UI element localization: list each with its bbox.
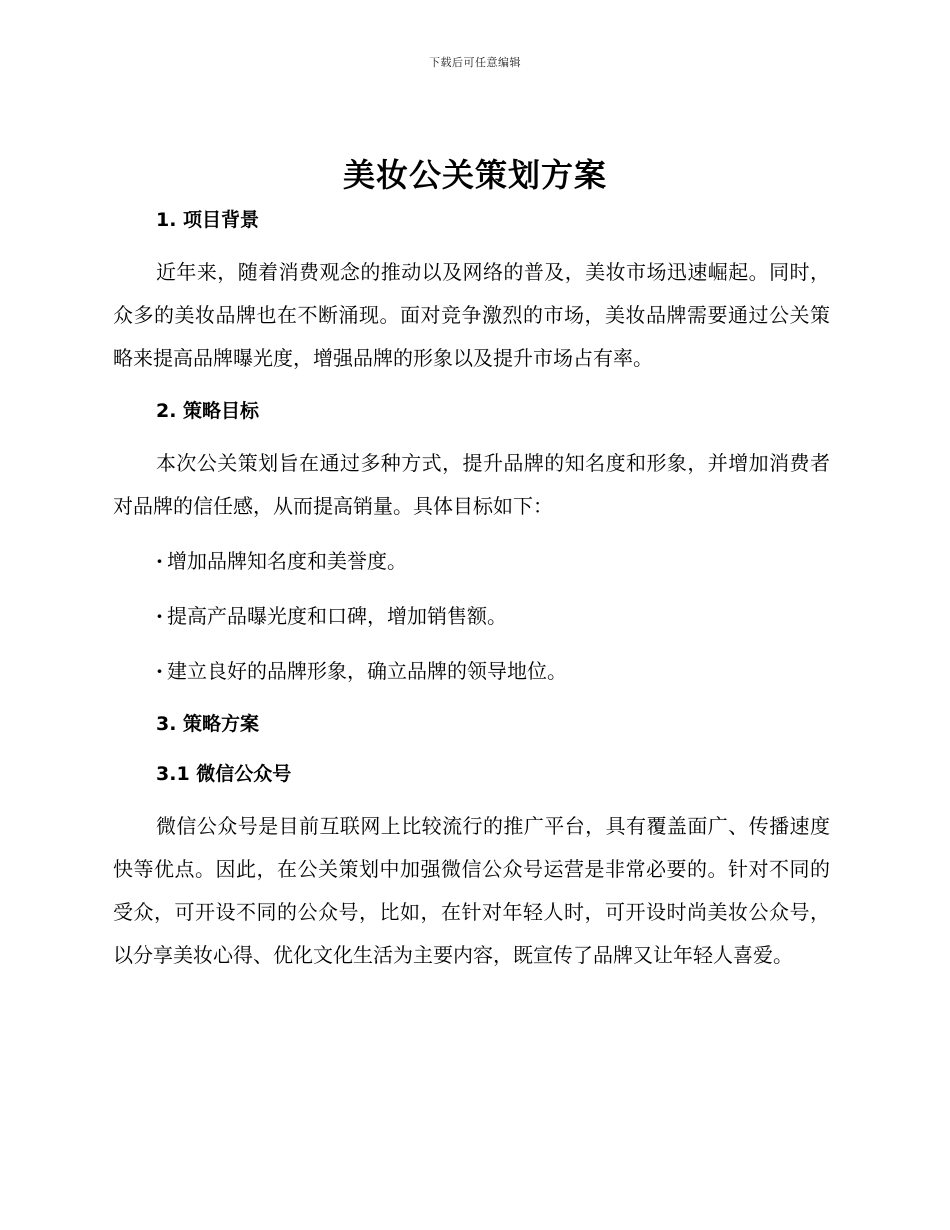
goal-bullet-item <box>113 650 830 693</box>
section-heading-goals: 2. 策略目标 <box>156 400 260 422</box>
section-heading-strategy: 3. 策略方案 <box>156 713 260 735</box>
paragraph-goals: 本次公关策划旨在通过多种方式，提升品牌的知名度和形象，并增加消费者对品牌的信任感，从而提高销量。具体目标如下： <box>113 451 830 518</box>
bullet-marker: · <box>156 659 163 683</box>
goal-bullet-item <box>113 540 830 583</box>
document-title: 美妆公关策划方案 <box>342 156 607 194</box>
subsection-heading-wechat: 3.1 微信公众号 <box>156 763 292 785</box>
document-body <box>113 201 830 977</box>
header-note: 下载后可任意编辑 <box>429 56 521 69</box>
bullet-marker: · <box>156 549 163 573</box>
section-heading-background: 1. 项目背景 <box>156 209 260 231</box>
goal-bullet-text: 提高产品曝光度和口碑，增加销售额。 <box>166 604 507 628</box>
goal-bullet-text: 增加品牌知名度和美誉度。 <box>166 549 407 573</box>
paragraph-background: 近年来，随着消费观念的推动以及网络的普及，美妆市场迅速崛起。同时，众多的美妆品牌也在不断涌现。面对竞争激烈的市场，美妆品牌需要通过公关策略来提高品牌曝光度，增强品牌的形象以及提升市场占有率。 <box>113 260 830 370</box>
goal-bullet-item <box>113 595 830 638</box>
paragraph-wechat: 微信公众号是目前互联网上比较流行的推广平台，具有覆盖面广、传播速度快等优点。因此，在公关策划中加强微信公众号运营是非常必要的。针对不同的受众，可开设不同的公众号，比如，在针对年轻人时，可开设时尚美妆公众号，以分享美妆心得、优化文化生活为主要内容，既宣传了品牌又让年轻人喜爱。 <box>113 814 830 967</box>
goal-bullet-text: 建立良好的品牌形象，确立品牌的领导地位。 <box>166 659 567 683</box>
bullet-marker: · <box>156 604 163 628</box>
